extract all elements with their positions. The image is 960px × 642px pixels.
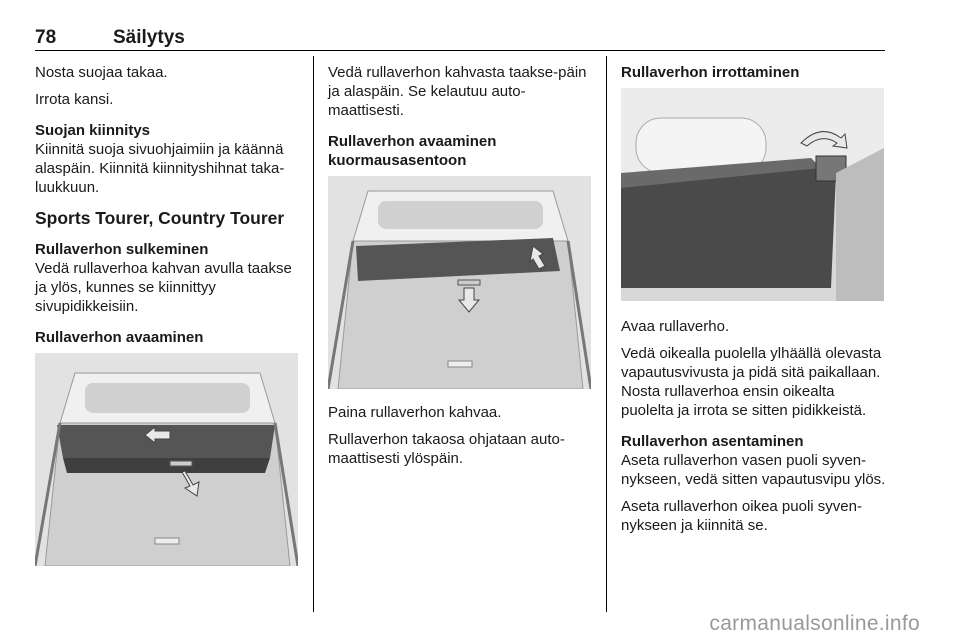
column-divider-left — [313, 56, 314, 612]
column-3 — [621, 63, 889, 543]
illustration-load-position — [328, 176, 591, 389]
paragraph-open-blind: Avaa rullaverho. — [621, 318, 730, 335]
paragraph-insert-left: Aseta rullaverhon vasen puoli syven-nykseen, vedä sitten vapautusvipu ylös. — [621, 452, 886, 488]
column-2 — [328, 63, 593, 476]
paragraph-insert-right: Aseta rullaverhon oikea puoli syven-nykseen ja kiinnitä se. — [621, 498, 862, 534]
illustration-open-blind — [35, 353, 298, 566]
page-number: 78 — [35, 27, 57, 48]
paragraph-cover-fastening: Kiinnitä suoja sivuohjaimiin ja käännä alaspäin. Kiinnitä kiinnityshihnat taka-luukkuun. — [35, 141, 285, 196]
paragraph-close-blind: Vedä rullaverhoa kahvan avulla taakse ja ylös, kunnes se kiinnittyy sivupidikkeisiin. — [35, 260, 292, 315]
heading-load-position: Rullaverhon avaaminen kuormausasentoon — [328, 133, 497, 169]
paragraph-open-blind-instructions: Vedä rullaverhon kahvasta taakse-päin ja alaspäin. Se kelautuu auto-maattisesti. — [328, 64, 587, 119]
illustration-remove-blind — [621, 88, 884, 301]
paragraph-lift-cover: Nosta suojaa takaa. — [35, 64, 168, 81]
header-rule — [35, 50, 885, 51]
heading-open-blind: Rullaverhon avaaminen — [35, 329, 204, 346]
heading-close-blind: Rullaverhon sulkeminen — [35, 241, 209, 258]
column-1 — [35, 63, 300, 580]
paragraph-remove-lid: Irrota kansi. — [35, 91, 114, 108]
paragraph-auto-guided: Rullaverhon takaosa ohjataan auto-maattisesti ylöspäin. — [328, 431, 565, 467]
heading-remove-blind: Rullaverhon irrottaminen — [621, 64, 800, 81]
paragraph-press-handle: Paina rullaverhon kahvaa. — [328, 404, 502, 421]
column-divider-right — [606, 56, 607, 612]
heading-sports-tourer: Sports Tourer, Country Tourer — [35, 208, 285, 228]
heading-cover-fastening: Suojan kiinnitys — [35, 122, 151, 139]
watermark: carmanualsonline.info — [709, 612, 920, 635]
page-title: Säilytys — [113, 27, 185, 48]
heading-install-blind: Rullaverhon asentaminen — [621, 433, 804, 450]
paragraph-pull-release-lever: Vedä oikealla puolella ylhäällä olevasta vapautusvivusta ja pidä sitä paikallaan. Nosta rullaverhoa ensin oikealta puolelta ja irrota se sitten pidikkeistä. — [621, 345, 882, 419]
